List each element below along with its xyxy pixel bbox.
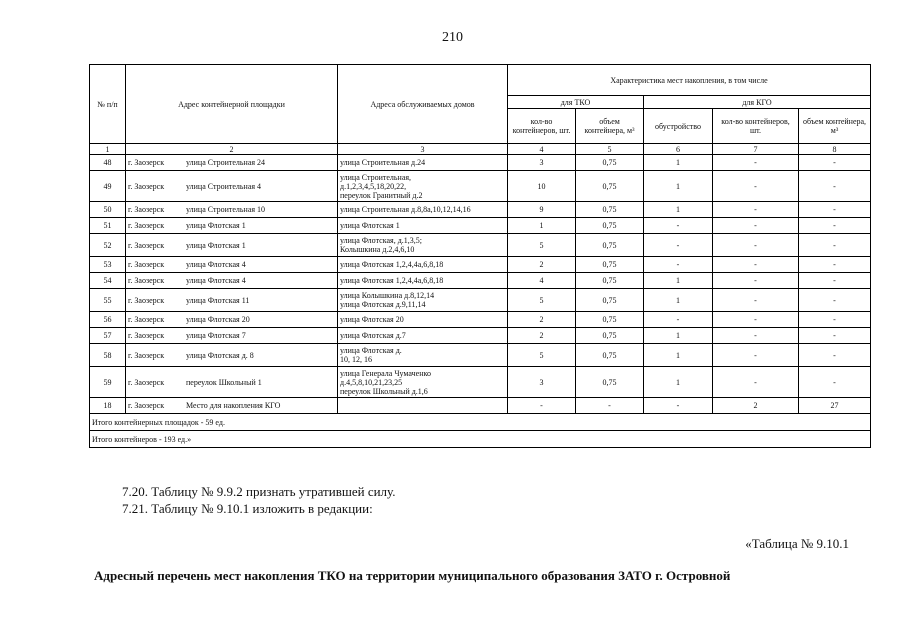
kgo-equip-cell: 1 [644, 171, 713, 202]
column-number-cell: 5 [576, 144, 644, 155]
houses-line: улица Строительная, [340, 172, 412, 182]
address-city: г. Заозерск [128, 295, 165, 305]
total-sites-row [90, 414, 871, 431]
houses-cell [338, 257, 508, 273]
address-city: г. Заозерск [128, 377, 165, 387]
header-address: Адрес контейнерной площадки [126, 65, 338, 144]
header-kgo-volume: объем контейнера, м³ [799, 109, 871, 144]
tko-count-cell: 2 [508, 328, 576, 344]
tko-count-cell: 1 [508, 218, 576, 234]
kgo-equip-cell: 1 [644, 344, 713, 367]
tko-count-cell: 2 [508, 312, 576, 328]
address-street: улица Флотская 4 [186, 276, 246, 285]
header-kgo-count: кол-во контейнеров, шт. [713, 109, 799, 144]
kgo-count-cell: - [713, 171, 799, 202]
table-row [90, 328, 871, 344]
address-city: г. Заозерск [128, 158, 165, 167]
row-number-cell: 52 [90, 234, 126, 257]
kgo-equip-cell: - [644, 218, 713, 234]
houses-line: переулок Гранитный д.2 [340, 190, 423, 200]
table-row [90, 312, 871, 328]
tko-volume-cell: 0,75 [576, 312, 644, 328]
houses-line: д.4,5,8,10,21,23,25 [340, 377, 403, 387]
kgo-count-cell: - [713, 312, 799, 328]
kgo-volume-cell: - [799, 367, 871, 398]
kgo-count-cell: - [713, 273, 799, 289]
kgo-volume-cell: - [799, 218, 871, 234]
address-cell [126, 273, 338, 289]
kgo-equip-cell: - [644, 312, 713, 328]
table-row [90, 398, 871, 414]
houses-line: улица Флотская 1,2,4,4а,6,8,18 [340, 260, 444, 269]
address-street: улица Флотская 7 [186, 331, 246, 340]
kgo-equip-cell: - [644, 398, 713, 414]
column-number-cell: 8 [799, 144, 871, 155]
tko-count-cell: 2 [508, 257, 576, 273]
kgo-equip-cell: 1 [644, 202, 713, 218]
column-number-cell: 1 [90, 144, 126, 155]
table-reference: «Таблица № 9.10.1 [745, 536, 849, 551]
kgo-volume-cell: - [799, 234, 871, 257]
address-street: улица Флотская 11 [186, 295, 250, 305]
houses-line: улица Колышкина д.8,12,14 [340, 291, 435, 300]
address-cell [126, 257, 338, 273]
kgo-equip-cell: - [644, 234, 713, 257]
kgo-volume-cell: - [799, 328, 871, 344]
kgo-count-cell: - [713, 202, 799, 218]
tko-volume-cell: 0,75 [576, 155, 644, 171]
table-row [90, 171, 871, 202]
address-cell [126, 171, 338, 202]
houses-line: улица Флотская д. [340, 346, 402, 355]
address-city: г. Заозерск [128, 260, 165, 269]
row-number-cell: 53 [90, 257, 126, 273]
houses-line: улица Флотская, д.1,3,5; [340, 236, 422, 245]
row-number-cell: 18 [90, 398, 126, 414]
houses-cell [338, 367, 508, 398]
kgo-count-cell: 2 [713, 398, 799, 414]
tko-volume-cell: 0,75 [576, 234, 644, 257]
column-numbers-row [90, 144, 871, 155]
houses-cell [338, 218, 508, 234]
houses-line: переулок Школьный д.1,6 [340, 386, 428, 396]
kgo-equip-cell: 1 [644, 328, 713, 344]
houses-line: улица Флотская 1 [340, 221, 400, 230]
address-city: г. Заозерск [128, 240, 165, 250]
houses-cell [338, 202, 508, 218]
kgo-count-cell: - [713, 328, 799, 344]
table-row [90, 218, 871, 234]
table-row [90, 289, 871, 312]
address-city: г. Заозерск [128, 276, 165, 285]
address-cell [126, 202, 338, 218]
tko-volume-cell: 0,75 [576, 273, 644, 289]
header-kgo-equipment: обустройство [644, 109, 713, 144]
tko-count-cell: 5 [508, 234, 576, 257]
header-characteristics: Характеристика мест накопления, в том числе [508, 65, 871, 96]
address-cell [126, 367, 338, 398]
table-row [90, 344, 871, 367]
tko-volume-cell: - [576, 398, 644, 414]
address-street: улица Флотская 1 [186, 240, 246, 250]
header-tko-volume: объем контейнера, м³ [576, 109, 644, 144]
total-sites-cell: Итого контейнерных площадок - 59 ед. [90, 414, 871, 431]
tko-volume-cell: 0,75 [576, 257, 644, 273]
address-cell [126, 234, 338, 257]
address-cell [126, 289, 338, 312]
address-street: улица Флотская д. 8 [186, 350, 254, 360]
houses-line: Колышкина д.2,4,6,10 [340, 245, 415, 254]
table-row [90, 367, 871, 398]
houses-cell [338, 328, 508, 344]
address-city: г. Заозерск [128, 401, 165, 410]
column-number-cell: 3 [338, 144, 508, 155]
row-number-cell: 54 [90, 273, 126, 289]
kgo-equip-cell: 1 [644, 155, 713, 171]
tko-count-cell: 10 [508, 171, 576, 202]
houses-line: улица Строительная д.8,8а,10,12,14,16 [340, 205, 471, 214]
address-cell [126, 155, 338, 171]
row-number-cell: 57 [90, 328, 126, 344]
tko-volume-cell: 0,75 [576, 328, 644, 344]
houses-cell [338, 398, 508, 414]
table-row [90, 155, 871, 171]
kgo-count-cell: - [713, 344, 799, 367]
kgo-volume-cell: - [799, 202, 871, 218]
header-tko-count: кол-во контейнеров, шт. [508, 109, 576, 144]
address-cell [126, 398, 338, 414]
tko-volume-cell: 0,75 [576, 289, 644, 312]
address-street: Место для накопления КГО [186, 401, 281, 410]
address-cell [126, 328, 338, 344]
address-cell [126, 218, 338, 234]
table-row [90, 273, 871, 289]
header-num: № п/п [90, 65, 126, 144]
houses-line: д.1,2,3,4,5,18,20,22, [340, 181, 407, 191]
kgo-volume-cell: - [799, 344, 871, 367]
houses-cell [338, 273, 508, 289]
houses-line: улица Флотская д.7 [340, 331, 406, 340]
tko-count-cell: - [508, 398, 576, 414]
row-number-cell: 49 [90, 171, 126, 202]
address-city: г. Заозерск [128, 181, 165, 191]
kgo-equip-cell: 1 [644, 367, 713, 398]
tko-volume-cell: 0,75 [576, 344, 644, 367]
kgo-equip-cell: 1 [644, 289, 713, 312]
address-street: переулок Школьный 1 [186, 377, 262, 387]
tko-volume-cell: 0,75 [576, 367, 644, 398]
tko-volume-cell: 0,75 [576, 218, 644, 234]
total-containers-cell: Итого контейнеров - 193 ед.» [90, 431, 871, 448]
address-city: г. Заозерск [128, 350, 165, 360]
row-number-cell: 50 [90, 202, 126, 218]
houses-line: улица Флотская д.9,11,14 [340, 300, 426, 309]
houses-cell [338, 171, 508, 202]
kgo-count-cell: - [713, 367, 799, 398]
kgo-count-cell: - [713, 155, 799, 171]
kgo-count-cell: - [713, 289, 799, 312]
page-number: 210 [442, 30, 463, 45]
kgo-equip-cell: - [644, 257, 713, 273]
address-street: улица Строительная 4 [186, 181, 262, 191]
houses-line: улица Флотская 1,2,4,4а,6,8,18 [340, 276, 444, 285]
kgo-volume-cell: - [799, 171, 871, 202]
address-cell [126, 312, 338, 328]
address-street: улица Флотская 20 [186, 315, 250, 324]
houses-line: улица Генерала Чумаченко [340, 368, 431, 378]
tko-count-cell: 5 [508, 344, 576, 367]
tko-count-cell: 5 [508, 289, 576, 312]
houses-line: улица Флотская 20 [340, 315, 404, 324]
kgo-volume-cell: - [799, 312, 871, 328]
kgo-volume-cell: 27 [799, 398, 871, 414]
section-heading: Адресный перечень мест накопления ТКО на территории муниципального образования ЗАТО г. Островной [94, 568, 731, 583]
houses-cell [338, 344, 508, 367]
houses-line: улица Строительная д.24 [340, 158, 426, 167]
houses-line: 10, 12, 16 [340, 355, 372, 364]
column-number-cell: 2 [126, 144, 338, 155]
header-kgo: для КГО [644, 96, 871, 109]
kgo-volume-cell: - [799, 155, 871, 171]
tko-count-cell: 9 [508, 202, 576, 218]
row-number-cell: 51 [90, 218, 126, 234]
kgo-volume-cell: - [799, 257, 871, 273]
kgo-volume-cell: - [799, 273, 871, 289]
header-tko: для ТКО [508, 96, 644, 109]
address-street: улица Строительная 24 [186, 158, 266, 167]
address-city: г. Заозерск [128, 331, 165, 340]
houses-cell [338, 234, 508, 257]
kgo-equip-cell: 1 [644, 273, 713, 289]
houses-cell [338, 289, 508, 312]
kgo-volume-cell: - [799, 289, 871, 312]
row-number-cell: 55 [90, 289, 126, 312]
table-row [90, 257, 871, 273]
tko-count-cell: 4 [508, 273, 576, 289]
row-number-cell: 58 [90, 344, 126, 367]
address-street: улица Строительная 10 [186, 205, 266, 214]
paragraph-7-21: 7.21. Таблицу № 9.10.1 изложить в редакции: [122, 501, 373, 516]
row-number-cell: 56 [90, 312, 126, 328]
column-number-cell: 4 [508, 144, 576, 155]
kgo-count-cell: - [713, 218, 799, 234]
column-number-cell: 7 [713, 144, 799, 155]
table-row [90, 234, 871, 257]
column-number-cell: 6 [644, 144, 713, 155]
paragraph-7-20: 7.20. Таблицу № 9.9.2 признать утратившей силу. [122, 484, 396, 499]
address-cell [126, 344, 338, 367]
address-city: г. Заозерск [128, 221, 165, 230]
address-street: улица Флотская 1 [186, 221, 246, 230]
kgo-count-cell: - [713, 234, 799, 257]
houses-cell [338, 312, 508, 328]
row-number-cell: 59 [90, 367, 126, 398]
tko-count-cell: 3 [508, 155, 576, 171]
total-containers-row [90, 431, 871, 448]
houses-cell [338, 155, 508, 171]
container-sites-table [89, 64, 871, 448]
address-street: улица Флотская 4 [186, 260, 246, 269]
kgo-count-cell: - [713, 257, 799, 273]
table-row [90, 202, 871, 218]
tko-count-cell: 3 [508, 367, 576, 398]
row-number-cell: 48 [90, 155, 126, 171]
tko-volume-cell: 0,75 [576, 202, 644, 218]
tko-volume-cell: 0,75 [576, 171, 644, 202]
address-city: г. Заозерск [128, 205, 165, 214]
address-city: г. Заозерск [128, 315, 165, 324]
header-houses: Адреса обслуживаемых домов [338, 65, 508, 144]
